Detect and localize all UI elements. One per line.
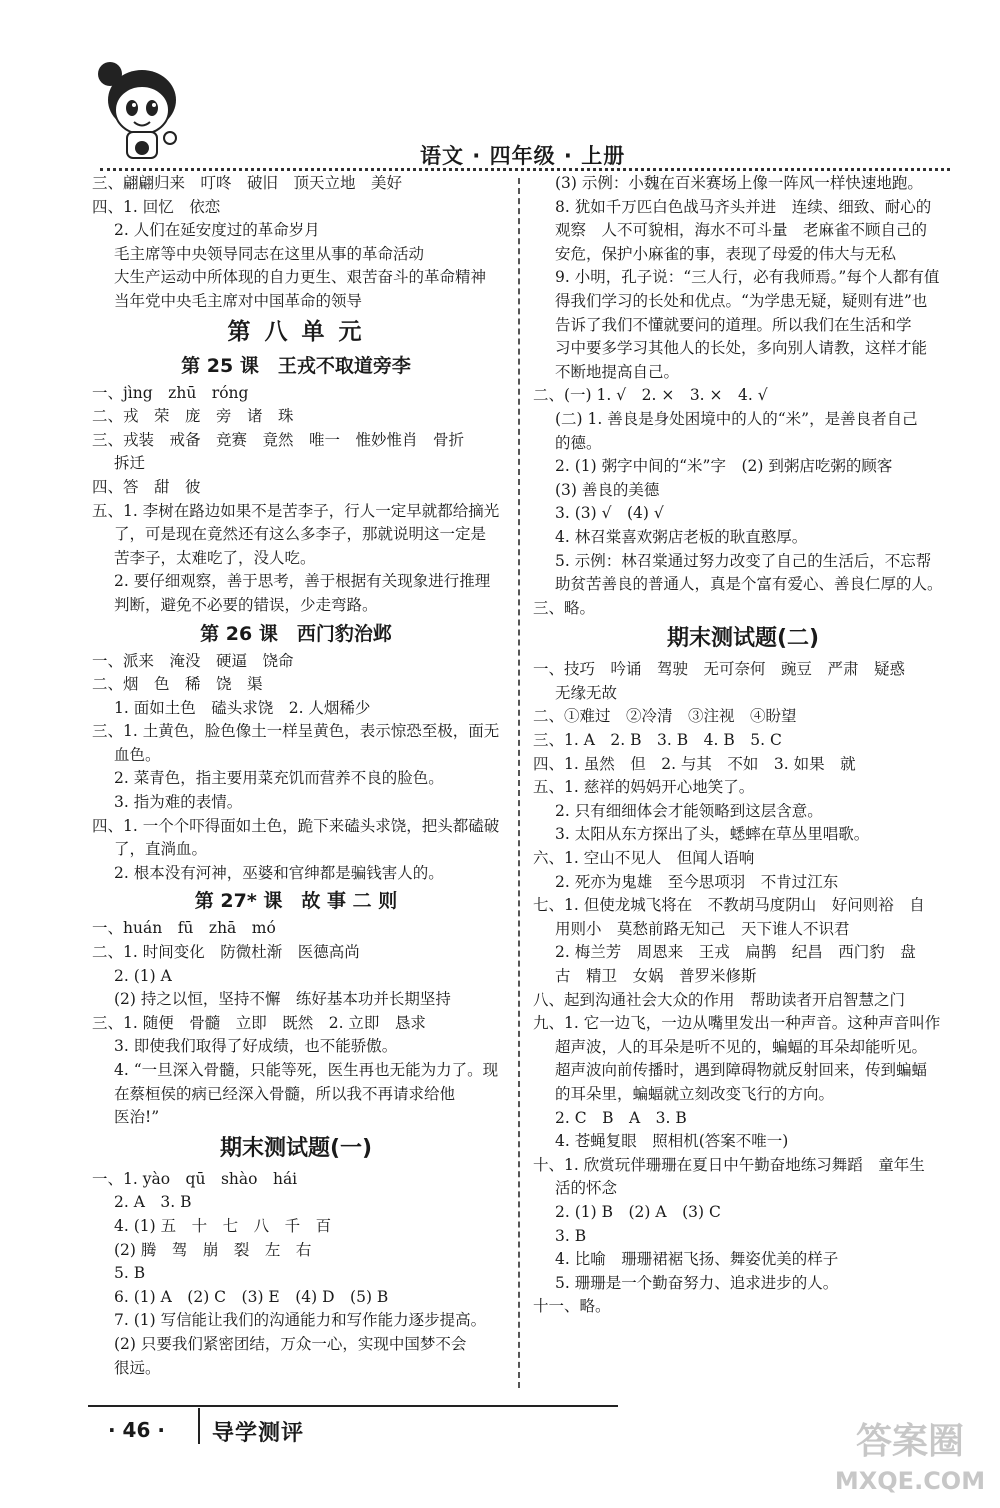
answer-line-indented: 的耳朵里，蝙蝠就立刻改变飞行的方向。 <box>555 1084 835 1103</box>
answer-line-indented: 助贫苦善良的普通人，真是个富有爱心、善良仁厚的人。 <box>555 575 943 594</box>
answer-line-indented: 3. 指为难的表情。 <box>114 793 243 812</box>
footer-separator <box>198 1408 200 1444</box>
answer-line-indented: 4. (1) 五 十 七 八 千 百 <box>114 1216 332 1235</box>
answer-line-indented: 3. 太阳从东方探出了头，蟋蟀在草丛里唱歌。 <box>555 825 870 844</box>
answer-line-indented: (3) 善良的美德 <box>555 480 660 499</box>
answer-line-indented: 2. (1) B (2) A (3) C <box>555 1202 721 1221</box>
page-header-title: 语文 · 四年级 · 上册 <box>420 144 626 168</box>
answer-line-indented: 5. 示例：林召棠通过努力改变了自己的生活后，不忘帮 <box>555 551 932 570</box>
answer-line-indented: 判断，避免不必要的错误，少走弯路。 <box>114 595 378 614</box>
answer-line-indented: 3. (3) √ (4) √ <box>555 504 664 523</box>
answer-line-indented: 医治!” <box>114 1108 160 1127</box>
answer-line: 三、1. 随便 骨髓 立即 既然 2. 立即 恳求 <box>92 1013 426 1032</box>
answer-line-indented: 观察 人不可貌相，海水不可斗量 老麻雀不顾自己的 <box>555 221 928 240</box>
answer-line-indented: 2. 根本没有河神，巫婆和官绅都是骗钱害人的。 <box>114 863 444 882</box>
footer-divider <box>88 1405 618 1407</box>
answer-line-indented: 了，直淌血。 <box>114 840 208 859</box>
answer-line: 五、1. 慈祥的妈妈开心地笑了。 <box>533 778 755 797</box>
answer-line-indented: 用则小 莫愁前路无知己 天下谁人不识君 <box>555 919 850 938</box>
answer-line-indented: 超声波向前传播时，遇到障碍物就反射回来，传到蝙蝠 <box>555 1061 928 1080</box>
answer-line-indented: 拆迁 <box>114 454 146 473</box>
answer-line: 七、1. 但使龙城飞将在 不教胡马度阴山 好问则裕 自 <box>533 896 925 915</box>
answer-line-indented: 3. B <box>555 1226 587 1245</box>
mascot-illustration <box>82 52 202 172</box>
answer-line-indented: 2. 菜青色，指主要用菜充饥而营养不良的脸色。 <box>114 769 444 788</box>
lesson-heading: 第 27* 课 故 事 二 则 <box>194 890 398 913</box>
answer-line: 三、1. 土黄色，脸色像土一样呈黄色，表示惊恐至极，面无 <box>92 722 500 741</box>
watermark-logo <box>830 1405 990 1501</box>
answer-line-indented: 在蔡桓侯的病已经深入骨髓，所以我不再请求给他 <box>114 1084 456 1103</box>
answer-line-indented: 不断地提高自己。 <box>555 362 680 381</box>
answer-line: 二、①难过 ②冷清 ③注视 ④盼望 <box>533 707 797 726</box>
answer-line-indented: 2. (1) A <box>114 966 172 985</box>
answer-line-indented: 5. 珊珊是一个勤奋努力、追求进步的人。 <box>555 1273 839 1292</box>
answer-line-indented: (2) 只要我们紧密团结，万众一心，实现中国梦不会 <box>114 1334 467 1353</box>
answer-column-left <box>92 172 500 1380</box>
answer-line-indented: 苦李子，太难吃了，没人吃。 <box>114 548 316 567</box>
answer-line-indented: 2. (1) 粥字中间的“米”字 (2) 到粥店吃粥的顾客 <box>555 457 893 476</box>
answer-line-indented: 得我们学习的长处和优点。“为学患无疑，疑则有进”也 <box>555 291 928 310</box>
answer-line-indented: (二) 1. 善良是身处困境中的人的“米”，是善良者自己 <box>555 409 918 428</box>
answer-line-indented: 安危，保护小麻雀的事，表现了母爱的伟大与无私 <box>555 244 897 263</box>
answer-line-indented: 毛主席等中央领导同志在这里从事的革命活动 <box>114 244 425 263</box>
answer-line: 三、1. A 2. B 3. B 4. B 5. C <box>533 731 782 750</box>
answer-line: 三、戎装 戒备 竞赛 竟然 唯一 惟妙惟肖 骨折 <box>92 430 465 449</box>
answer-line-indented: 4. 苍蝇复眼 照相机(答案不唯一) <box>555 1132 789 1151</box>
answer-line: 二、戎 荣 庞 旁 诸 珠 <box>92 407 294 426</box>
answer-line-indented: 1. 面如土色 磕头求饶 2. 人烟稀少 <box>114 698 371 717</box>
unit-heading: 第 八 单 元 <box>227 318 365 345</box>
answer-line: 一、技巧 吟诵 驾驶 无可奈何 豌豆 严肃 疑惑 <box>533 660 906 679</box>
answer-column-right <box>533 172 953 1319</box>
page-number: · 46 · <box>108 1418 165 1442</box>
answer-line-indented: 4. 比喻 珊珊裙裾飞扬、舞姿优美的样子 <box>555 1250 839 1269</box>
answer-line: 九、1. 它一边飞，一边从嘴里发出一种声音。这种声音叫作 <box>533 1014 941 1033</box>
answer-line: 三、略。 <box>533 598 596 617</box>
answer-line-indented: (3) 示例：小魏在百米赛场上像一阵风一样快速地跑。 <box>555 174 923 192</box>
answer-line-indented: 无缘无故 <box>555 683 618 702</box>
answer-line-indented: 大生产运动中所体现的自力更生、艰苦奋斗的革命精神 <box>114 268 487 287</box>
answer-line: 三、翩翩归来 叮咚 破旧 顶天立地 美好 <box>92 174 403 192</box>
lesson-heading: 第 26 课 西门豹治邺 <box>200 622 392 645</box>
answer-line-indented: 4. 林召棠喜欢粥店老板的耿直憨厚。 <box>555 527 808 546</box>
answer-line-indented: 2. C B A 3. B <box>555 1108 687 1127</box>
answer-line: 二、1. 时间变化 防微杜渐 医德高尚 <box>92 943 360 962</box>
answer-line: 四、1. 虽然 但 2. 与其 不如 3. 如果 就 <box>533 754 856 773</box>
answer-line-indented: 的德。 <box>555 433 602 452</box>
answer-line-indented: 血色。 <box>114 745 161 764</box>
answer-line: 八、起到沟通社会大众的作用 帮助读者开启智慧之门 <box>533 990 906 1009</box>
answer-line-indented: 7. (1) 写信能让我们的沟通能力和写作能力逐步提高。 <box>114 1311 487 1330</box>
answer-line: 一、1. yào qū shào hái <box>92 1169 298 1188</box>
answer-line-indented: 很远。 <box>114 1358 161 1377</box>
answer-line-indented: 3. 即使我们取得了好成绩，也不能骄傲。 <box>114 1037 398 1056</box>
answer-line: 一、huán fū zhā mó <box>92 919 276 938</box>
answer-line: 一、jìng zhū róng <box>92 383 249 402</box>
answer-line-indented: 2. 要仔细观察，善于思考，善于根据有关现象进行推理 <box>114 572 491 591</box>
answer-line: 六、1. 空山不见人 但闻人语响 <box>533 849 755 868</box>
answer-line-indented: 活的怀念 <box>555 1179 618 1198</box>
column-divider <box>518 178 520 1388</box>
watermark-line2: MXQE.COM <box>834 1467 986 1495</box>
answer-line-indented: (2) 持之以恒，坚持不懈 练好基本功并长期坚持 <box>114 990 451 1009</box>
answer-line: 十、1. 欣赏玩伴珊珊在夏日中午勤奋地练习舞蹈 童年生 <box>533 1155 925 1174</box>
answer-line: 四、1. 一个个吓得面如土色，跪下来磕头求饶，把头都磕破 <box>92 816 500 835</box>
answer-line: 四、1. 回忆 依恋 <box>92 197 221 216</box>
answer-line-indented: 古 精卫 女娲 普罗米修斯 <box>555 967 757 985</box>
answer-line-indented: (2) 腾 驾 崩 裂 左 右 <box>114 1240 312 1259</box>
answer-line: 四、答 甜 彼 <box>92 477 201 496</box>
answer-line: 二、(一) 1. √ 2. × 3. × 4. √ <box>533 386 768 405</box>
answer-line-indented: 了，可是现在竟然还有这么多李子，那就说明这一定是 <box>114 525 487 544</box>
lesson-heading: 第 25 课 王戎不取道旁李 <box>181 354 411 377</box>
answer-line-indented: 习中要多学习其他人的长处，多向别人请教，这样才能 <box>555 339 928 358</box>
answer-line-indented: 9. 小明，孔子说：“三人行，必有我师焉。”每个人都有值 <box>555 268 940 287</box>
answer-line-indented: 5. B <box>114 1264 146 1283</box>
answer-line-indented: 2. 只有细细体会才能领略到这层含意。 <box>555 801 823 820</box>
answer-line-indented: 4. “一旦深入骨髓，只能等死，医生再也无能为力了。现 <box>114 1061 499 1079</box>
answer-line-indented: 2. 梅兰芳 周恩来 王戎 扁鹊 纪昌 西门豹 盘 <box>555 943 916 962</box>
header-divider <box>100 168 950 171</box>
exam-heading: 期末测试题(二) <box>666 626 820 652</box>
answer-line: 二、烟 色 稀 饶 渠 <box>92 675 263 694</box>
answer-line-indented: 2. 死亦为鬼雄 至今思项羽 不肯过江东 <box>555 872 839 891</box>
answer-line-indented: 超声波，人的耳朵是听不见的，蝙蝠的耳朵却能听见。 <box>555 1037 928 1056</box>
answer-line-indented: 6. (1) A (2) C (3) E (4) D (5) B <box>114 1287 389 1306</box>
exam-heading: 期末测试题(一) <box>219 1135 373 1161</box>
watermark-line1: 答案圈 <box>855 1421 965 1462</box>
answer-line-indented: 2. A 3. B <box>114 1193 192 1212</box>
answer-line: 五、1. 李树在路边如果不是苦李子，行人一定早就都给摘光 <box>92 501 500 520</box>
answer-line: 十一、略。 <box>533 1297 611 1316</box>
answer-line: 一、派来 淹没 硬逼 饶命 <box>92 651 294 670</box>
answer-line-indented: 2. 人们在延安度过的革命岁月 <box>114 221 320 240</box>
answer-line-indented: 8. 犹如千万匹白色战马齐头并进 连续、细致、耐心的 <box>555 197 932 216</box>
book-title: 导学测评 <box>212 1421 305 1446</box>
answer-line-indented: 告诉了我们不懂就要问的道理。所以我们在生活和学 <box>555 315 912 334</box>
answer-line-indented: 当年党中央毛主席对中国革命的领导 <box>114 291 363 310</box>
